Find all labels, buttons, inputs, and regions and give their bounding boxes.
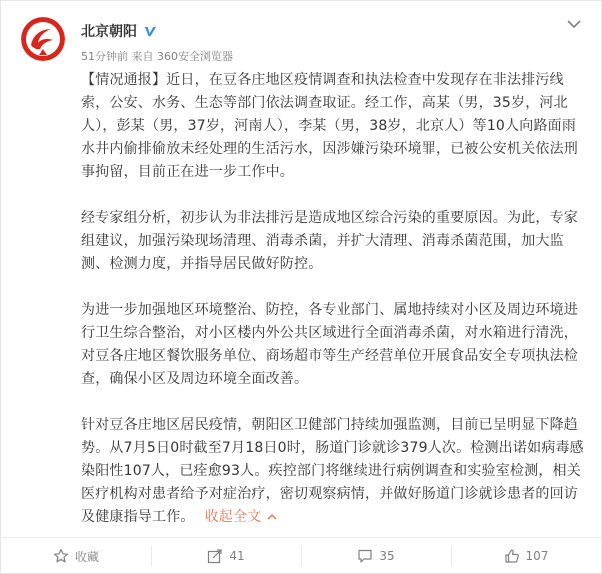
author-row <box>81 21 158 41</box>
post-paragraph-text: 针对豆各庄地区居民疫情，朝阳区卫健部门持续加强监测，目前已呈明显下降趋势。从7月5日0时截至7月18日0时，肠道门诊就诊379人次。检测出诺如病毒感染阳性107人，已痊愈93人。疾控部门将继续进行病例调查和实验室检测，相关医疗机构对患者给予对症治疗，密切观察病情，并做好肠道门诊就诊患者的回访及健康指导工作。 <box>81 417 584 525</box>
post-paragraph-last <box>81 414 589 529</box>
verified-icon <box>143 24 158 39</box>
repost-button[interactable] <box>151 546 301 566</box>
avatar[interactable] <box>21 17 65 61</box>
repost-count: 41 <box>229 549 245 563</box>
author-name[interactable]: 北京朝阳 <box>81 24 137 40</box>
comment-count: 35 <box>379 549 395 563</box>
post-content <box>81 69 589 529</box>
favorite-label: 收藏 <box>74 549 99 564</box>
collapse-full-text-link[interactable]: 收起全文 <box>204 509 262 525</box>
like-icon <box>504 548 520 564</box>
star-icon <box>53 548 69 564</box>
like-count: 107 <box>525 549 549 563</box>
favorite-button[interactable] <box>1 546 151 566</box>
repost-icon <box>207 548 223 564</box>
like-button[interactable] <box>451 546 601 566</box>
post-meta: 51分钟前 来自 360安全浏览器 <box>81 50 233 63</box>
logo-icon <box>21 17 65 61</box>
chevron-up-icon[interactable] <box>267 513 277 521</box>
comment-icon <box>357 548 373 564</box>
chevron-down-icon[interactable] <box>567 19 581 29</box>
action-bar <box>1 537 601 574</box>
post-paragraph: 【情况通报】近日，在豆各庄地区疫情调查和执法检查中发现存在非法排污线索，公安、水务、生态等部门依法调查取证。经工作，高某（男，35岁，河北人），彭某（男，37岁，河南人），李某（男，38岁，北京人）等10人向路面雨水井内偷排偷放未经处理的生活污水，因涉嫌污染环境罪，已被公安机关依法刑事拘留，目前正在进一步工作中。 <box>81 72 578 180</box>
post-paragraph: 经专家组分析，初步认为非法排污是造成地区综合污染的重要原因。为此，专家组建议，加强污染现场清理、消毒杀菌，并扩大清理、消毒杀菌范围，加大监测、检测力度，并指导居民做好防控。 <box>81 210 578 272</box>
comment-button[interactable] <box>301 546 451 566</box>
post-paragraph: 为进一步加强地区环境整治、防控，各专业部门、属地持续对小区及周边环境进行卫生综合整治，对小区楼内外公共区域进行全面消毒杀菌，对水箱进行清洗，对豆各庄地区餐饮服务单位、商场超市等生产经营单位开展食品安全专项执法检查，确保小区及周边环境全面改善。 <box>81 302 578 387</box>
